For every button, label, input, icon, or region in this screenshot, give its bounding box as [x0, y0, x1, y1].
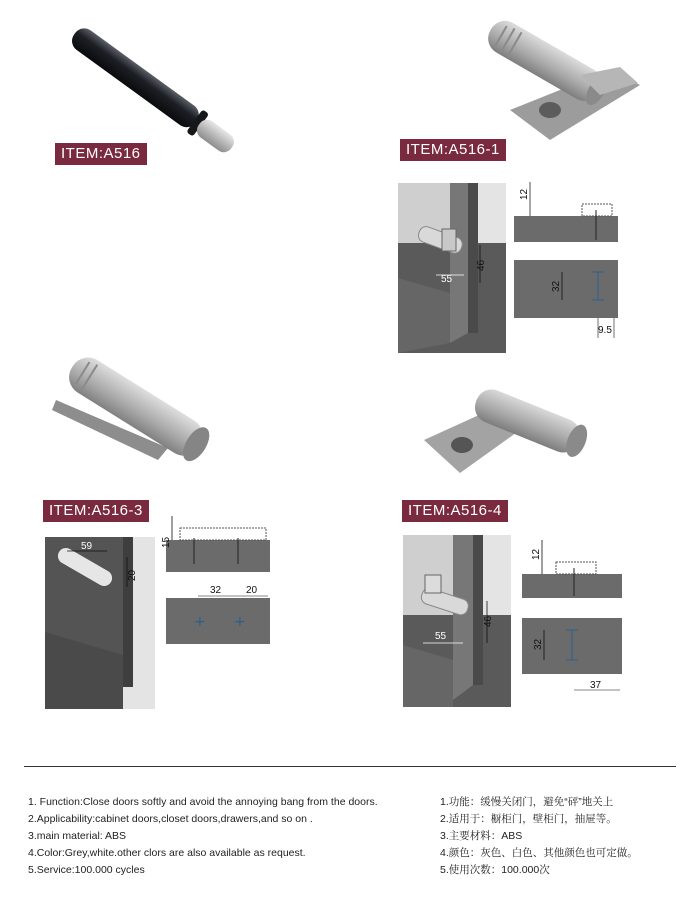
- dim-a516-1-55: 55: [441, 274, 453, 285]
- spec-cn-5: 5.使用次数：100.000次: [440, 864, 550, 876]
- dim-a516-4-32: 32: [533, 638, 544, 650]
- dim-a516-3-32: 32: [210, 585, 222, 596]
- item-label-a516: ITEM:A516: [55, 143, 147, 165]
- dim-a516-3-15: 15: [161, 536, 172, 548]
- specs-english: [28, 794, 378, 879]
- dim-a516-3-59: 59: [81, 541, 93, 552]
- damper-a516-image: [60, 20, 270, 160]
- dim-a516-3-20a: 20: [127, 569, 138, 581]
- dim-a516-1-9-5: 9.5: [598, 325, 612, 336]
- dim-a516-1-46: 46: [476, 259, 487, 271]
- dim-a516-1-12: 12: [519, 188, 530, 200]
- a516-1-installation-photo: [398, 183, 506, 353]
- specs-chinese: [440, 794, 638, 879]
- dim-a516-1-32: 32: [551, 280, 562, 292]
- dim-a516-4-12: 12: [531, 548, 542, 560]
- spec-cn-3: 3.主要材料：ABS: [440, 830, 523, 842]
- a516-4-section-drawing: [520, 538, 625, 700]
- divider-line: [24, 766, 676, 767]
- dim-a516-4-46: 46: [483, 615, 494, 627]
- spec-en-5: 5.Service:100.000 cycles: [28, 864, 145, 876]
- damper-a516-3-image: [48, 350, 218, 465]
- item-label-a516-4: ITEM:A516-4: [402, 500, 508, 522]
- dim-a516-4-37: 37: [590, 680, 602, 691]
- spec-en-4: 4.Color:Grey,white.other clors are also available as request.: [28, 847, 306, 859]
- a516-3-section-drawing: [158, 514, 278, 646]
- dim-a516-3-20b: 20: [246, 585, 258, 596]
- svg-text:+: +: [194, 614, 206, 630]
- item-label-a516-3: ITEM:A516-3: [43, 500, 149, 522]
- spec-cn-4: 4.颜色：灰色、白色、其他颜色也可定做。: [440, 847, 638, 859]
- a516-3-installation-photo: [45, 537, 155, 709]
- item-label-a516-1: ITEM:A516-1: [400, 139, 506, 161]
- spec-cn-2: 2.适用于：橱柜门，壁柜门，抽屉等。: [440, 813, 617, 825]
- damper-a516-4-image: [420, 385, 595, 480]
- dim-a516-4-55: 55: [435, 631, 447, 642]
- a516-4-installation-photo: [403, 535, 511, 707]
- spec-en-2: 2.Applicability:cabinet doors,closet doors,drawers,and so on .: [28, 813, 313, 825]
- spec-en-3: 3.main material: ABS: [28, 830, 127, 842]
- damper-a516-1-image: [470, 15, 650, 150]
- spec-en-1: 1. Function:Close doors softly and avoid the annoying bang from the doors.: [28, 796, 378, 808]
- spec-cn-1: 1.功能：缓慢关闭门，避免“砰”地关上: [440, 796, 614, 808]
- svg-text:+: +: [234, 614, 246, 630]
- a516-1-section-drawing: [512, 182, 620, 342]
